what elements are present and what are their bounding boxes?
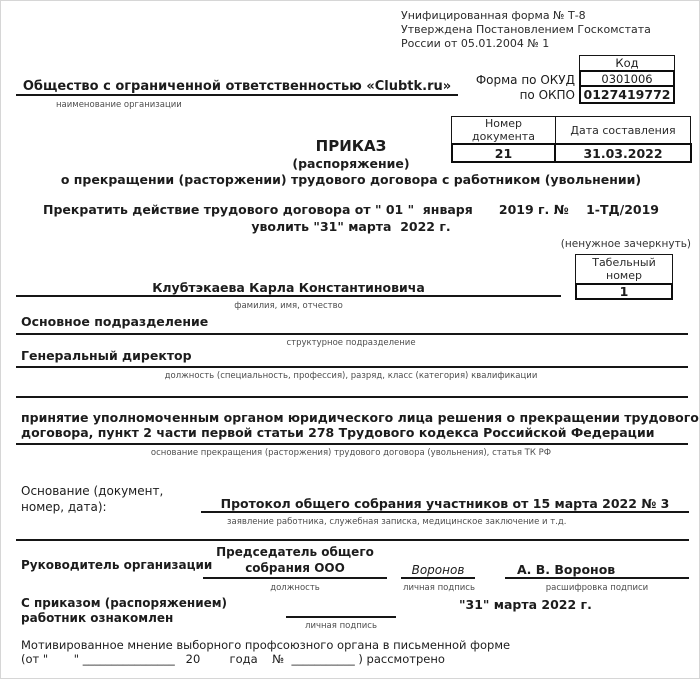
basis-caption: заявление работника, служебная записка, медицинское заключение и т.д.: [227, 517, 567, 527]
doc-number-header-cell: Номер документа: [451, 116, 556, 144]
title-subject: о прекращении (расторжении) трудового договора с работником (увольнении): [60, 172, 642, 187]
okpo-value-cell: 0127419772: [579, 85, 675, 104]
reason-line2: договора, пункт 2 части первой статьи 278 Трудового кодекса Российской Федерации: [21, 425, 655, 440]
title-prikaz: ПРИКАЗ: [315, 137, 387, 155]
ack-date: "31" марта 2022 г.: [459, 597, 592, 612]
ack-label-line2: работник ознакомлен: [21, 611, 174, 625]
position-value: Генеральный директор: [21, 348, 192, 363]
terminate-line: Прекратить действие трудового договора от " 01 " января 2019 г. № 1-ТД/2019: [43, 202, 659, 217]
employee-name: Клубтэкаева Карла Константиновича: [152, 280, 425, 295]
reason-line2-ruled: [16, 425, 688, 445]
basis-label-line2: номер, дата):: [21, 500, 107, 514]
organization-name: Общество с ограниченной ответственностью «Clubtk.ru»: [22, 79, 452, 94]
section-divider-rule: [16, 526, 689, 541]
approval-date-note: России от 05.01.2004 № 1: [401, 37, 550, 50]
basis-label: [21, 483, 163, 515]
head-signature-caption: личная подпись: [403, 583, 475, 593]
reason-caption: основание прекращения (расторжения) трудового договора (увольнения), статья ТК РФ: [150, 448, 552, 458]
employee-name-line: [16, 271, 561, 297]
approved-by-note: Утверждена Постановлением Госкомстата: [401, 23, 651, 36]
head-signature: Воронов: [411, 563, 465, 577]
union-opinion-line1: Мотивированное мнение выборного профсоюзного органа в письменной форме: [21, 638, 511, 652]
basis-value-line: [201, 481, 689, 513]
dismiss-line: уволить "31" марта 2022 г.: [251, 219, 451, 234]
reason-line1: принятие уполномоченным органом юридического лица решения о прекращении трудового: [21, 410, 699, 425]
basis-label-line1: Основание (документ,: [21, 484, 164, 498]
codes-header-cell: Код: [579, 55, 675, 71]
department-line: [16, 314, 688, 335]
employee-name-caption: фамилия, имя, отчество: [234, 301, 343, 311]
organization-name-line: [16, 71, 458, 96]
department-value: Основное подразделение: [21, 314, 209, 329]
union-opinion-line2: (от " " ________________ 20 года № ___________ ) рассмотрено: [21, 652, 445, 666]
form-approval-note: [401, 9, 693, 51]
position-line: [16, 348, 688, 368]
personnel-number-header-cell: Табельный номер: [575, 254, 673, 284]
head-label: Руководитель организации: [21, 558, 213, 572]
department-caption: структурное подразделение: [286, 338, 416, 348]
title-rasporyazhenie: (распоряжение): [292, 156, 410, 171]
head-position-line2: собрания ООО: [245, 561, 345, 575]
head-name-line: [505, 559, 689, 579]
personnel-number-value-cell: 1: [575, 283, 673, 300]
codes-table: [579, 55, 675, 104]
doc-date-header-cell: Дата составления: [555, 116, 691, 144]
ack-signature-line: [286, 602, 396, 618]
okud-label: Форма по ОКУД: [475, 73, 575, 87]
doc-number-value-cell: 21: [451, 143, 556, 163]
basis-value: Протокол общего собрания участников от 15 марта 2022 № 3: [220, 496, 670, 511]
personnel-number-box: [575, 254, 673, 300]
doc-date-value-cell: 31.03.2022: [554, 143, 692, 163]
head-position-line1: Председатель общего: [216, 545, 374, 559]
strike-note: (ненужное зачеркнуть): [560, 238, 691, 250]
head-position-caption: должность: [270, 583, 320, 593]
organization-caption: наименование организации: [56, 100, 182, 110]
head-name-caption: расшифровка подписи: [545, 583, 649, 593]
ack-label: [21, 596, 227, 626]
okud-value-cell: 0301006: [579, 70, 675, 87]
ack-label-line1: С приказом (распоряжением): [21, 596, 228, 610]
blank-rule-line: [16, 381, 688, 398]
ack-signature-caption: личная подпись: [305, 621, 377, 631]
form-number-note: Унифицированная форма № Т-8: [401, 9, 586, 22]
okpo-label: по ОКПО: [519, 88, 575, 102]
head-position-line: [203, 544, 387, 579]
head-name: А. В. Воронов: [517, 562, 616, 577]
head-signature-line: [401, 561, 475, 579]
position-caption: должность (специальность, профессия), разряд, класс (категория) квалификации: [164, 371, 538, 381]
